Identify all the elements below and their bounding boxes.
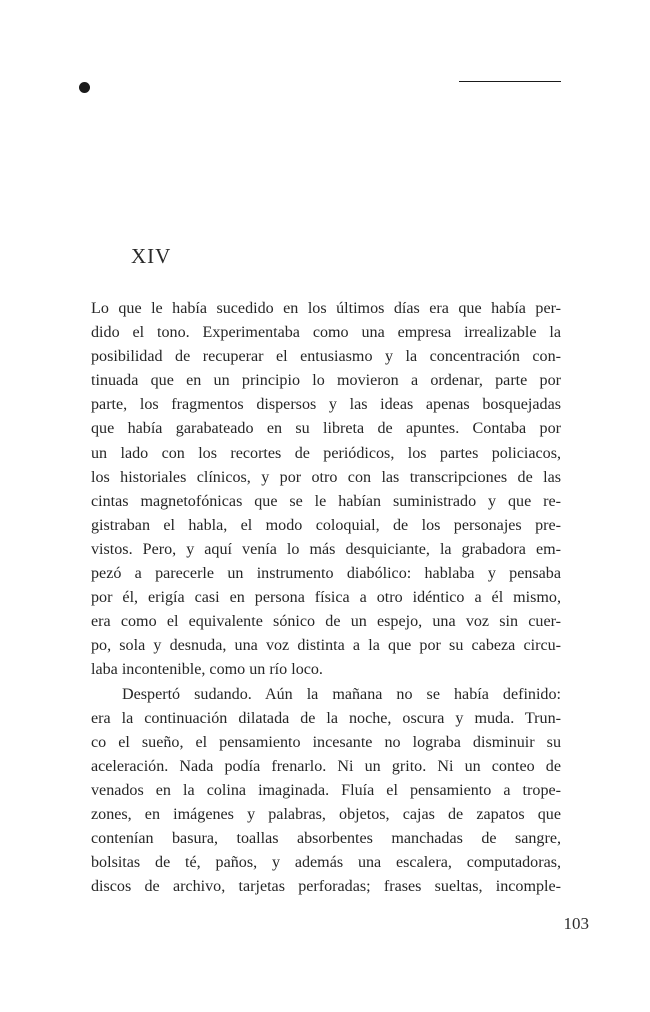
bullet-mark — [79, 82, 90, 93]
text-line: contenían basura, toallas absorbentes manchadas de sangre, — [91, 830, 561, 848]
header-rule — [459, 81, 561, 82]
text-line: Lo que le había sucedido en los últimos días era que había per- — [91, 300, 561, 317]
text-line: que había garabateado en su libreta de apuntes. Contaba por — [91, 420, 561, 438]
text-line: co el sueño, el pensamiento incesante no lograba disminuir su — [91, 733, 561, 751]
text-line: venados en la colina imaginada. Fluía el pensamiento a trope- — [91, 781, 561, 799]
text-line: un lado con los recortes de periódicos, los partes policiacos, — [91, 444, 561, 462]
text-line: zones, en imágenes y palabras, objetos, cajas de zapatos que — [91, 805, 561, 823]
page-number: 103 — [563, 914, 589, 933]
text-line: pezó a parecerle un instrumento diabólico: hablaba y pensaba — [91, 565, 561, 583]
text-line: dido el tono. Experimentaba como una empresa irrealizable la — [91, 324, 561, 342]
text-line: vistos. Pero, y aquí venía lo más desquiciante, la grabadora em- — [91, 540, 561, 558]
body-text — [91, 297, 561, 899]
text-line: discos de archivo, tarjetas perforadas; frases sueltas, incomple- — [91, 878, 561, 896]
text-line: po, sola y desnuda, una voz distinta a la que por su cabeza circu- — [91, 637, 561, 655]
text-line: por él, erigía casi en persona física a otro idéntico a él mismo, — [91, 589, 561, 607]
chapter-title: XIV — [131, 244, 172, 268]
text-line: tinuada que en un principio lo movieron a ordenar, parte por — [91, 372, 561, 390]
text-line: laba incontenible, como un río loco. — [91, 661, 323, 679]
text-line: cintas magnetofónicas que se le habían suministrado y que re- — [91, 492, 561, 510]
text-line: parte, los fragmentos dispersos y las ideas apenas bosquejadas — [91, 396, 561, 414]
text-line: era como el equivalente sónico de un espejo, una voz sin cuer- — [91, 613, 561, 631]
text-line: aceleración. Nada podía frenarlo. Ni un grito. Ni un conteo de — [91, 757, 561, 775]
text-line: era la continuación dilatada de la noche, oscura y muda. Trun- — [91, 709, 561, 727]
text-line: gistraban el habla, el modo coloquial, de los personajes pre- — [91, 516, 561, 534]
paragraph — [91, 297, 561, 683]
paragraph — [91, 683, 561, 900]
text-line: Despertó sudando. Aún la mañana no se había definido: — [122, 685, 561, 703]
text-line: bolsitas de té, paños, y además una escalera, computadoras, — [91, 854, 561, 872]
text-line: posibilidad de recuperar el entusiasmo y la concentración con- — [91, 348, 561, 366]
text-line: los historiales clínicos, y por otro con las transcripciones de las — [91, 468, 561, 486]
